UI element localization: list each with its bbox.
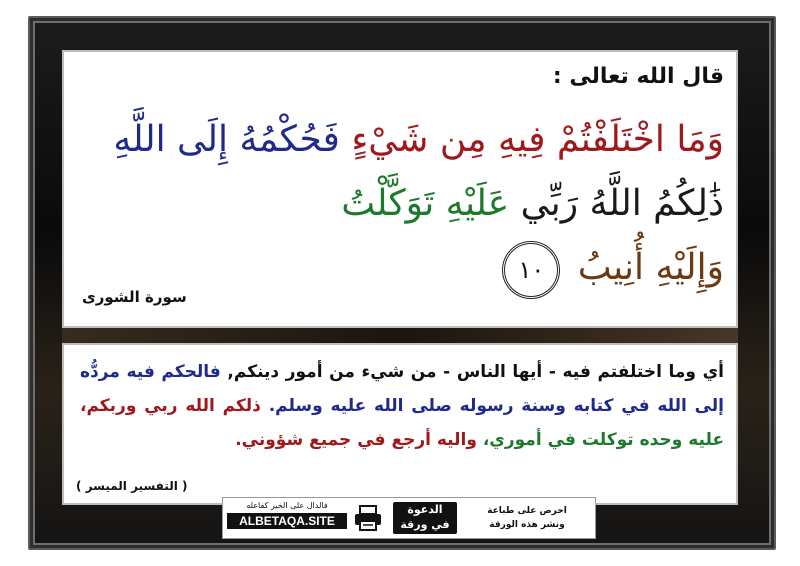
tafsir-source: ( التفسير الميسر ) bbox=[76, 479, 188, 493]
tafsir-part-4: عليه وحده توكلت في أموري، bbox=[482, 430, 724, 450]
printer-icon bbox=[353, 504, 383, 532]
print-note-line-2: ونشر هذه الورقة bbox=[489, 520, 565, 530]
print-note-line-1: احرص على طباعة bbox=[487, 506, 567, 516]
footer-site-block bbox=[227, 501, 347, 535]
tafsir-part-1: أي وما اختلفتم فيه - أيها الناس - من شيء من أمور دينكم, bbox=[227, 362, 725, 382]
tafsir-part-5: واليه أرجع في جميع شؤوني. bbox=[235, 430, 477, 450]
verse-part-4: ذَٰلِكُمُ اللَّهُ رَبِّي bbox=[520, 183, 724, 224]
surah-name: سورة الشورى bbox=[82, 288, 187, 306]
verse-part-3: اللَّهِ bbox=[113, 119, 166, 160]
tafsir-text bbox=[80, 355, 724, 457]
verse-part-1: وَمَا اخْتَلَفْتُمْ فِيهِ مِن شَيْءٍ bbox=[351, 119, 724, 160]
logo-line-2: في ورقة bbox=[400, 518, 450, 531]
verse-part-5: عَلَيْهِ تَوَكَّلْتُ bbox=[341, 183, 510, 224]
verse-part-2: فَحُكْمُهُ إِلَى bbox=[177, 119, 340, 160]
footer-bar bbox=[222, 497, 596, 539]
divider-band bbox=[62, 328, 738, 343]
footer-tagline: فالدال على الخير كفاعله bbox=[246, 501, 328, 510]
intro-heading: قال الله تعالى : bbox=[552, 64, 724, 89]
quran-verse bbox=[80, 108, 724, 300]
dawa-logo bbox=[393, 502, 457, 534]
tafsir-part-3: ذلكم الله ربي وربكم، bbox=[80, 396, 261, 416]
verse-part-6: وَإِلَيْهِ أُنِيبُ bbox=[577, 247, 724, 288]
ayah-number-badge: ١٠ bbox=[502, 241, 560, 299]
tafsir-part-2: فالحكم فيه مردُّه إلى الله في كتابه وسنة رسوله صلى الله عليه وسلم. bbox=[80, 362, 724, 416]
logo-line-1: الدعوة bbox=[407, 503, 443, 516]
verse-card bbox=[62, 50, 738, 328]
site-link[interactable]: ALBETAQA.SITE bbox=[227, 513, 347, 529]
tafsir-card bbox=[62, 343, 738, 505]
footer-print-note bbox=[467, 504, 587, 532]
